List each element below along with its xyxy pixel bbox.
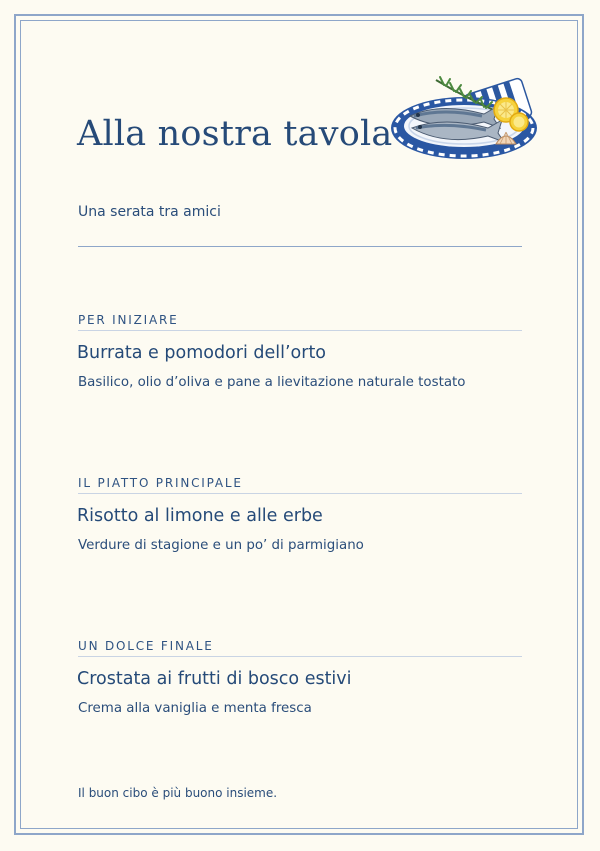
menu-title: Alla nostra tavola: [77, 114, 393, 154]
section-divider: [78, 656, 522, 657]
menu-footer: Il buon cibo è più buono insieme.: [78, 786, 278, 800]
dish-description-starter: Basilico, olio d’oliva e pane a lievitazione naturale tostato: [78, 375, 466, 390]
sardine-plate-icon: [388, 72, 548, 164]
dish-description-main: Verdure di stagione e un po’ di parmigiano: [78, 538, 364, 553]
section-label-main: IL PIATTO PRINCIPALE: [78, 476, 243, 490]
dish-description-dessert: Crema alla vaniglia e menta fresca: [78, 701, 312, 716]
dish-name-starter: Burrata e pomodori dell’orto: [77, 343, 327, 363]
section-label-dessert: UN DOLCE FINALE: [78, 639, 214, 653]
section-label-starter: PER INIZIARE: [78, 313, 179, 327]
dish-name-dessert: Crostata ai frutti di bosco estivi: [77, 669, 352, 689]
dish-name-main: Risotto al limone e alle erbe: [77, 506, 323, 526]
menu-subtitle: Una serata tra amici: [78, 204, 221, 220]
header-divider: [78, 246, 522, 247]
section-divider: [78, 330, 522, 331]
section-divider: [78, 493, 522, 494]
